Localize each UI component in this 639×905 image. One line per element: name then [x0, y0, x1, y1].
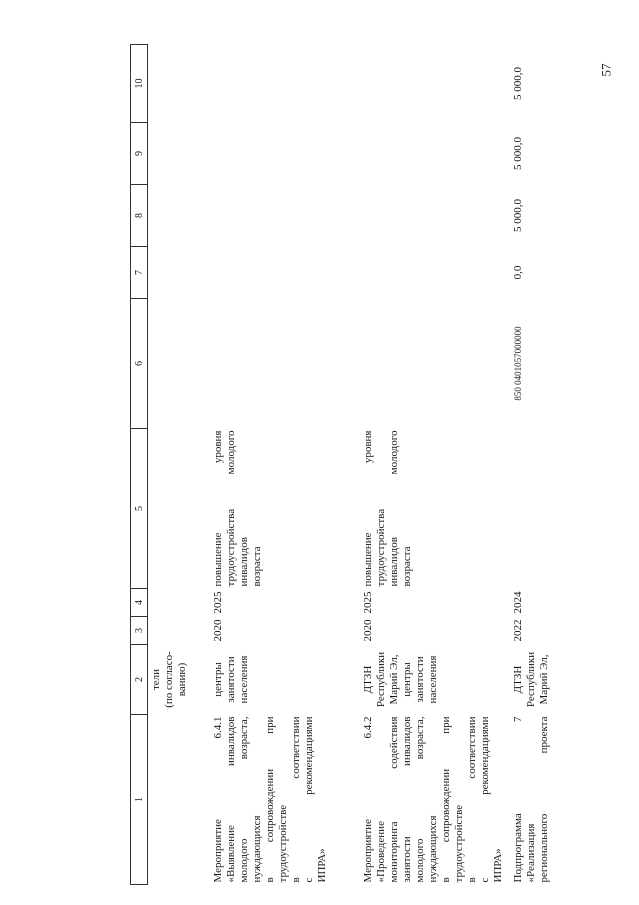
header-col-1: 1 [131, 715, 148, 885]
cell-line: трудоустройства [374, 508, 387, 587]
cell-line: с рекомендациями [478, 716, 491, 883]
cell-col1 [360, 715, 510, 885]
page-number: 57 [598, 63, 614, 77]
cell-col9 [210, 123, 360, 185]
cell-line: ванию) [176, 662, 188, 697]
cell-col10 [360, 45, 510, 123]
cell-line: Марий Эл, [537, 654, 550, 705]
table-row [510, 45, 570, 885]
cell-line: «Выявление инвалидов [224, 716, 237, 883]
cell-col6 [148, 299, 210, 429]
cell-line: Республики [374, 651, 387, 708]
cell-col2 [360, 645, 510, 715]
cell-line: ИПРА» [491, 848, 504, 883]
cell-col9: 5 000,0 [511, 137, 524, 170]
cell-line: мониторинга содействия [387, 716, 400, 883]
cell-col8 [210, 185, 360, 247]
cell-line: центры [400, 662, 413, 697]
cell-line: ДТЗН [361, 665, 374, 694]
cell-line: занятости [413, 656, 426, 703]
cell-col8 [360, 185, 510, 247]
cell-col6 [360, 299, 510, 429]
header-col-10: 10 [131, 45, 148, 123]
cell-line: «Реализация [524, 823, 537, 883]
header-col-3: 3 [131, 617, 148, 645]
cell-line: возраста [250, 546, 263, 587]
cell-line: нуждающихся [250, 815, 263, 883]
cell-line: населения [237, 655, 250, 704]
cell-col10: 5 000,0 [511, 67, 524, 100]
cell-line: молодого возраста, [237, 716, 250, 883]
cell-line: тели [150, 668, 162, 691]
cell-line: в сопровождении при [439, 716, 452, 883]
cell-col5 [148, 429, 210, 589]
cell-col5 [510, 429, 570, 589]
cell-line: инвалидов молодого [387, 430, 400, 587]
cell-line: «Проведение [374, 821, 387, 883]
cell-line: в сопровождении при [263, 716, 276, 883]
cell-line: трудоустройства молодого [224, 430, 237, 587]
cell-col6 [210, 299, 360, 429]
cell-line: повышение уровня [361, 430, 374, 587]
cell-line: занятости [224, 656, 237, 703]
cell-line: населения [426, 655, 439, 704]
cell-col3: 2022 [511, 619, 524, 642]
header-col-8: 8 [131, 185, 148, 247]
cell-line: (по согласо- [163, 651, 175, 708]
program-table [130, 44, 570, 885]
cell-col1 [210, 715, 360, 885]
cell-col5 [210, 429, 360, 589]
cell-line: ИПРА» [315, 848, 328, 883]
cell-col3 [148, 617, 210, 645]
header-col-9: 9 [131, 123, 148, 185]
cell-line: регионального проекта [537, 716, 550, 883]
cell-col4: 2025 [361, 591, 374, 614]
cell-line: молодого возраста, [413, 716, 426, 883]
cell-col7 [210, 247, 360, 299]
cell-col2 [148, 645, 210, 715]
header-col-5: 5 [131, 429, 148, 589]
cell-col6: 850 0401057000000 [512, 326, 523, 401]
cell-line: трудоустройстве [276, 804, 289, 883]
header-col-4: 4 [131, 589, 148, 617]
cell-line: центры [211, 662, 224, 697]
cell-col7: 0,0 [511, 265, 524, 280]
table-row [210, 45, 360, 885]
cell-col10 [210, 45, 360, 123]
header-col-2: 2 [131, 645, 148, 715]
cell-line: инвалидов [237, 537, 250, 587]
cell-col8: 5 000,0 [511, 199, 524, 232]
cell-line: Подпрограмма 7 [511, 716, 524, 883]
cell-col7 [148, 247, 210, 299]
cell-line: Мероприятие 6.4.2 [361, 716, 374, 883]
cell-line: Мероприятие 6.4.1 [211, 716, 224, 883]
cell-col8 [148, 185, 210, 247]
cell-line: в соответствии [289, 716, 302, 883]
table-row [360, 45, 510, 885]
cell-col4: 2024 [511, 591, 524, 614]
cell-line: с рекомендациями [302, 716, 315, 883]
cell-col5 [360, 429, 510, 589]
cell-col3: 2020 [361, 619, 374, 642]
cell-col4 [148, 589, 210, 617]
cell-col9 [148, 123, 210, 185]
cell-line: повышение уровня [211, 430, 224, 587]
cell-col10 [148, 45, 210, 123]
cell-line: нуждающихся [426, 815, 439, 883]
cell-col2 [510, 645, 570, 715]
header-col-7: 7 [131, 247, 148, 299]
cell-line: трудоустройстве [452, 804, 465, 883]
cell-col1 [148, 715, 210, 885]
cell-line: Республики [524, 651, 537, 708]
table-body [148, 45, 570, 885]
cell-col9 [360, 123, 510, 185]
cell-line: Марий Эл, [387, 654, 400, 705]
cell-col4: 2025 [211, 591, 224, 614]
cell-line: ДТЗН [511, 665, 524, 694]
rotated-table-container [130, 25, 550, 885]
cell-line: в соответствии [465, 716, 478, 883]
cell-col7 [360, 247, 510, 299]
cell-col1 [510, 715, 570, 885]
cell-line: занятости инвалидов [400, 716, 413, 883]
header-col-6: 6 [131, 299, 148, 429]
cell-col3: 2020 [211, 619, 224, 642]
table-row [148, 45, 210, 885]
header-row [131, 45, 148, 885]
cell-col2 [210, 645, 360, 715]
cell-line: возраста [400, 546, 413, 587]
